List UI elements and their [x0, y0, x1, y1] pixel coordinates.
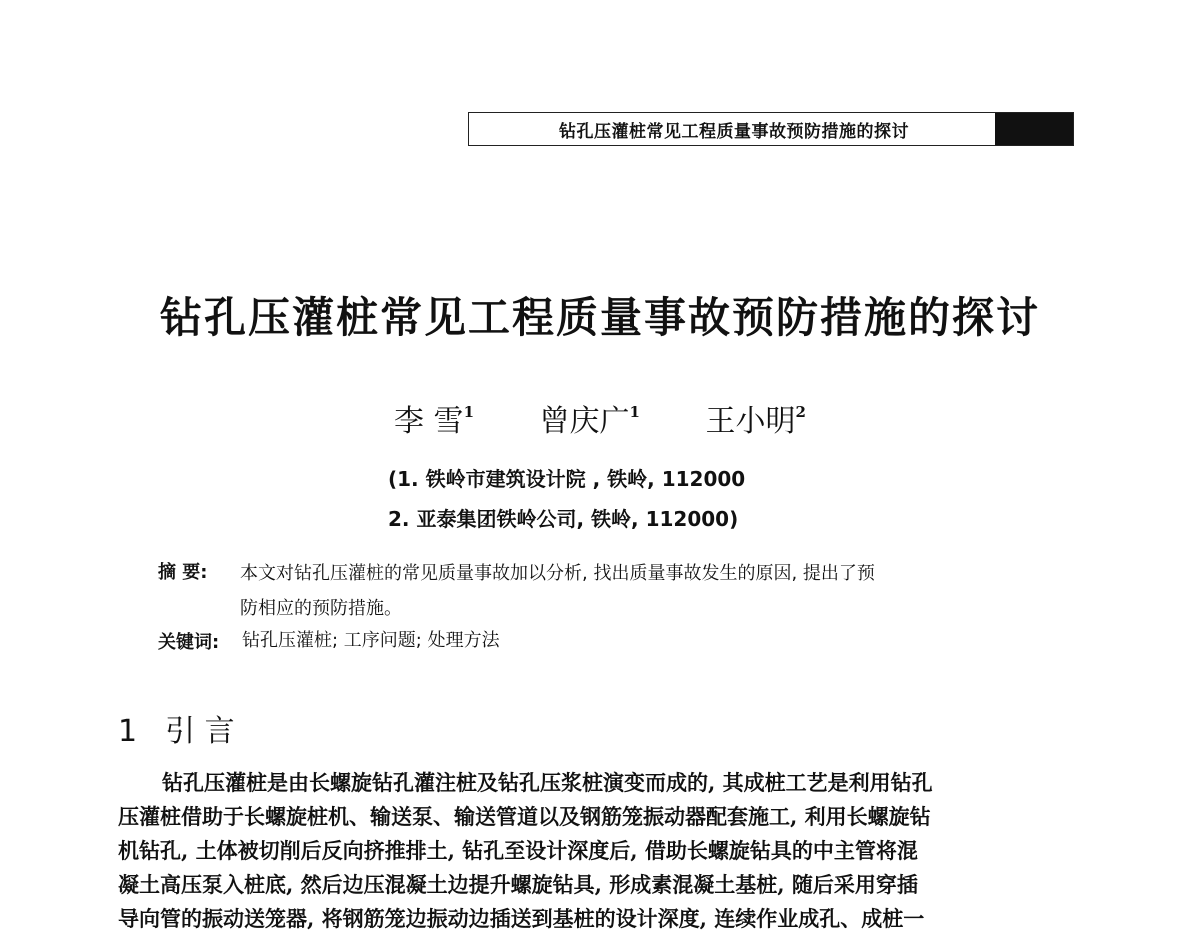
author-name: 王小明 [705, 404, 796, 439]
author [540, 396, 640, 440]
abstract-line: 防相应的预防措施。 [240, 598, 402, 619]
affiliation-1: (1. 铁岭市建筑设计院 , 铁岭, 112000 [388, 467, 746, 491]
abstract-text [240, 556, 1040, 626]
section-heading [118, 706, 235, 750]
keywords-label: 关键词: [158, 632, 220, 653]
section-number: 1 [118, 714, 138, 749]
author-sup: 1 [629, 403, 640, 421]
running-header [468, 112, 1074, 146]
author-sup: 2 [795, 403, 806, 421]
header-black-block [995, 113, 1073, 145]
body-paragraph [118, 766, 1076, 936]
body-line: 凝土高压泵入桩底, 然后边压混凝土边提升螺旋钻具, 形成素混凝土基桩, 随后采用穿插 [118, 872, 918, 897]
author [394, 396, 474, 440]
body-line: 钻孔压灌桩是由长螺旋钻孔灌注桩及钻孔压浆桩演变而成的, 其成桩工艺是利用钻孔 [162, 770, 933, 795]
abstract-line: 本文对钻孔压灌桩的常见质量事故加以分析, 找出质量事故发生的原因, 提出了预 [240, 563, 875, 584]
author-list [0, 396, 1200, 440]
keywords-text: 钻孔压灌桩; 工序问题; 处理方法 [242, 630, 500, 651]
body-line: 压灌桩借助于长螺旋桩机、输送泵、输送管道以及钢筋笼振动器配套施工, 利用长螺旋钻 [118, 804, 931, 829]
body-line: 导向管的振动送笼器, 将钢筋笼边振动边插送到基桩的设计深度, 连续作业成孔、成桩一 [118, 906, 925, 931]
author-sup: 1 [463, 403, 474, 421]
section-title: 引 言 [165, 714, 235, 749]
paper-title: 钻孔压灌桩常见工程质量事故预防措施的探讨 [159, 293, 1040, 342]
running-title: 钻孔压灌桩常见工程质量事故预防措施的探讨 [559, 121, 909, 142]
author-name: 李 雪 [394, 404, 464, 439]
abstract-label: 摘 要: [158, 562, 208, 583]
author-name: 曾庆广 [539, 404, 630, 439]
body-line: 机钻孔, 土体被切削后反向挤推排土, 钻孔至设计深度后, 借助长螺旋钻具的中主管将混 [118, 838, 918, 863]
affiliation-2: 2. 亚泰集团铁岭公司, 铁岭, 112000) [388, 507, 739, 531]
author [706, 396, 806, 440]
